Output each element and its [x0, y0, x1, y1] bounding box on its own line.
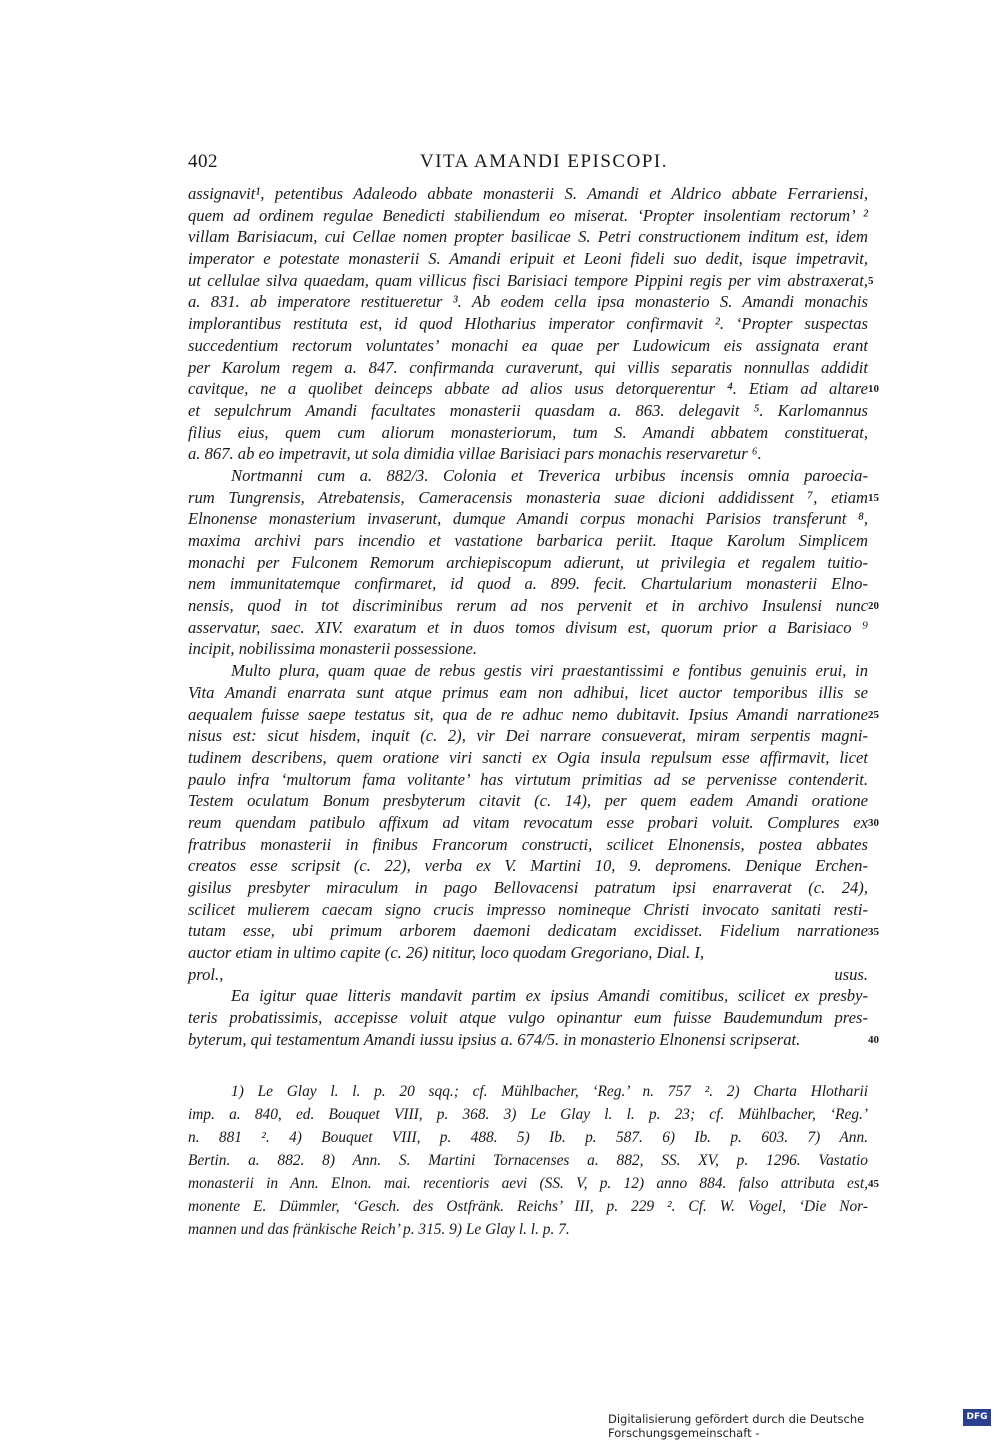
text-line: villam Barisiacum, cui Cellae nomen propter basilicae S. Petri constructionem inditum est, idem	[188, 227, 868, 247]
text-line: a. 831. ab imperatore restitueretur ³. Ab eodem cella ipsa monasterio S. Amandi monachis	[188, 292, 868, 312]
text-line: fratribus monasterii in finibus Francorum constructi, scilicet Elnonensis, postea abbates	[188, 834, 868, 854]
text-line: cavitque, ne a quolibet deinceps abbate ad alios usus detorquerentur ⁴. Etiam ad altare	[188, 379, 868, 399]
text-line: gisilus presbyter miraculum in pago Bellovacensi patratum ipsi enarraverat (c. 24),	[188, 878, 868, 897]
text-line: byterum, qui testamentum Amandi iussu ipsius a. 674/5. in monasterio Elnonensi scripserat.	[188, 1029, 801, 1049]
text-line: Multo plura, quam quae de rebus gestis viri praestantissimi e fontibus genuinis erui, in	[231, 661, 868, 681]
text-line: teris probatissimis, accepisse voluit atque vulgo opinantur eum fuisse Baudemundum pres-	[188, 1008, 868, 1028]
text-line: per Karolum regem a. 847. confirmanda curaverunt, qui villis separatis nonnullas addidit	[188, 357, 868, 377]
main-text	[188, 183, 868, 1051]
page-number: 402	[188, 151, 218, 172]
text-line: Vita Amandi enarrata sunt atque primus eam non adhibui, licet auctor temporibus illis se	[188, 682, 868, 702]
margin-line-number: 35	[868, 925, 879, 938]
text-line: nensis, quod in tot discriminibus rerum ad nos pervenit et in archivo Insulensi nunc	[188, 596, 868, 616]
text-line: prol., usus.	[188, 964, 868, 984]
text-line: quem ad ordinem regulae Benedicti stabiliendum eo miserat. ‘Propter insolentiam rectorum’ ²	[188, 205, 868, 225]
running-title: VITA AMANDI EPISCOPI.	[420, 151, 668, 172]
text-line: Testem oculatum Bonum presbyterum citavit (c. 14), per quem eadem Amandi oratione	[188, 791, 868, 811]
text-line: paulo infra ‘multorum fama volitante’ has virtutum primitias ad se pervenisse contenderit.	[188, 769, 868, 789]
footnote-margin-number: 45	[868, 1178, 879, 1190]
margin-line-number: 40	[868, 1034, 879, 1047]
text-line: maxima archivi pars incendio et vastatione barbarica periit. Itaque Karolum Simplicem	[188, 531, 868, 550]
footnote-line: monente E. Dümmler, ‘Gesch. des Ostfränk. Reichs’ III, p. 229 ². Cf. W. Vogel, ‘Die Nor-	[188, 1198, 868, 1215]
text-line: a. 867. ab eo impetravit, ut sola dimidia villae Barisiaci pars monachis reservaretur ⁶.	[188, 444, 762, 464]
footnote-line: monasterii in Ann. Elnon. mai. recentioris aevi (SS. V, p. 12) anno 884. falso attributa est,	[188, 1175, 868, 1192]
text-line: Nortmanni cum a. 882/3. Colonia et Treverica urbibus incensis omnia paroecia-	[231, 465, 868, 485]
text-line: aequalem fuisse saepe testatus sit, qua de re adhuc nemo dubitavit. Ipsius Amandi narratione	[188, 704, 868, 724]
text-line: tutam esse, ubi primum arborem daemoni dedicatam excidisset. Fidelium narratione	[188, 921, 868, 941]
footnotes	[188, 1080, 868, 1241]
text-line: imperator e potestate monasterii S. Amandi eripuit et Leoni fideli suo dedit, isque impetravit,	[188, 249, 868, 269]
footnote-line: mannen und das fränkische Reich’ p. 315. 9) Le Glay l. l. p. 7.	[188, 1221, 570, 1238]
margin-line-number: 25	[868, 708, 879, 721]
text-line: Ea igitur quae litteris mandavit partim ex ipsius Amandi comitibus, scilicet ex presby-	[231, 986, 868, 1006]
margin-line-number: 5	[868, 274, 874, 287]
text-line: monachi per Fulconem Remorum archiepiscopum adierunt, ut privilegia et regalem tuitio-	[188, 552, 868, 572]
text-line: asservatur, saec. XIV. exaratum et in duos tomos divisum est, quorum prior a Barisiaco ⁹	[188, 617, 868, 637]
dfg-logo: DFG	[963, 1409, 991, 1426]
text-line: ut cellulae silva quaedam, quam villicus fisci Barisiaci tempore Pippini regis per vim abstraxerat,	[188, 270, 868, 290]
text-line: auctor etiam in ultimo capite (c. 26) nititur, loco quodam Gregoriano, Dial. I,	[188, 943, 705, 963]
text-line: tudinem describens, quem oratione viri sancti ex Ogia insula repulsum esse affirmavit, licet	[188, 747, 868, 767]
margin-line-number: 10	[868, 383, 879, 396]
text-line: reum quendam patibulo affixum ad vitam revocatum esse probari voluit. Complures ex	[188, 812, 868, 832]
footnote-line: imp. a. 840, ed. Bouquet VIII, p. 368. 3) Le Glay l. l. p. 23; cf. Mühlbacher, ‘Reg.’	[188, 1106, 868, 1123]
text-line: nisus est: sicut hisdem, inquit (c. 2), vir Dei narrare consueverat, miram serpentis magni-	[188, 726, 868, 746]
text-line: et sepulchrum Amandi facultates monasterii quasdam a. 863. delegavit ⁵. Karlomannus	[188, 400, 868, 420]
digitization-credit: Digitalisierung gefördert durch die Deutsche Forschungsgemeinschaft -	[608, 1412, 865, 1440]
text-line: assignavit¹, petentibus Adaleodo abbate monasterii S. Amandi et Aldrico abbate Ferrariensi,	[188, 184, 868, 203]
text-line: implorantibus restituta est, id quod Hlotharius imperator confirmavit ². ‘Propter suspectas	[188, 314, 868, 334]
text-line: Elnonense monasterium invaserunt, dumque Amandi corpus monachi Parisios transferunt ⁸,	[188, 509, 868, 529]
text-line: scilicet mulierem caecam signo crucis impresso nomineque Christi invocato sanitati resti-	[188, 899, 868, 919]
footnote-line: Bertin. a. 882. 8) Ann. S. Martini Tornacenses a. 882, SS. XV, p. 1296. Vastatio	[188, 1152, 868, 1169]
footnote-line: n. 881 ². 4) Bouquet VIII, p. 488. 5) Ib. p. 587. 6) Ib. p. 603. 7) Ann.	[188, 1129, 868, 1146]
footnote-line: 1) Le Glay l. l. p. 20 sqq.; cf. Mühlbacher, ‘Reg.’ n. 757 ². 2) Charta Hlotharii	[231, 1083, 868, 1100]
text-line: filius eius, quem cum aliorum monasteriorum, tum S. Amandi abbatem constituerat,	[188, 422, 868, 442]
margin-line-number: 30	[868, 817, 879, 830]
text-line: creatos esse scripsit (c. 22), verba ex V. Martini 10, 9. depromens. Denique Erchen-	[188, 856, 868, 876]
text-line: nem immunitatemque confirmaret, id quod a. 899. fecit. Chartularium monasterii Elno-	[188, 574, 868, 594]
margin-line-number: 15	[868, 491, 879, 504]
text-line: rum Tungrensis, Atrebatensis, Cameracensis monasteria suae dicioni addidissent ⁷, etiam	[188, 487, 868, 507]
text-line: incipit, nobilissima monasterii possessione.	[188, 639, 478, 659]
text-line: succedentium rectorum voluntates’ monachi ea quae per Ludowicum eis assignata erant	[188, 335, 868, 355]
margin-line-number: 20	[868, 600, 879, 613]
